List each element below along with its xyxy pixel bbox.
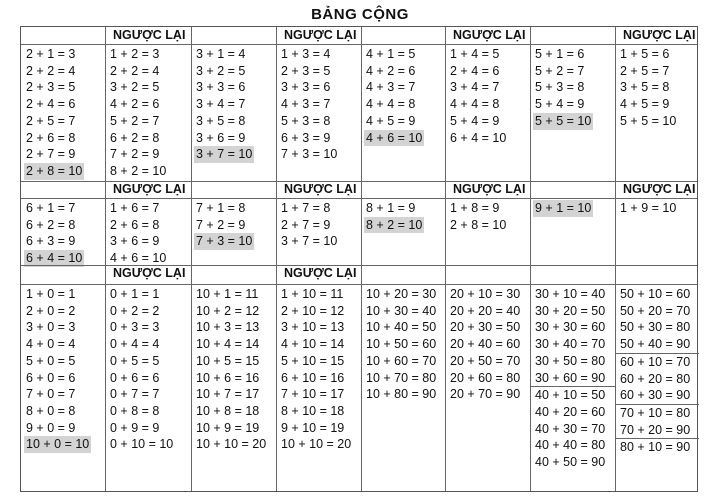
equation: 8 + 0 = 8: [26, 403, 76, 418]
table-cell: [533, 200, 593, 217]
equation: 1 + 4 = 5: [450, 47, 500, 61]
equation: 1 + 7 = 8: [281, 201, 331, 215]
equation: 30 + 40 = 70: [535, 337, 606, 352]
equation: 50 + 30 = 80: [620, 320, 691, 335]
table-cell: [279, 200, 339, 250]
table-cell: [108, 46, 168, 180]
equation: 1 + 3 = 4: [281, 47, 331, 61]
equation: 10 + 9 = 19: [196, 420, 260, 435]
equation: 40 + 50 = 90: [535, 455, 606, 470]
equation: 2 + 0 = 2: [26, 303, 76, 318]
equation: 9 + 10 = 19: [281, 420, 345, 435]
equation: 70 + 10 = 80: [620, 405, 691, 420]
equation: 5 + 10 = 15: [281, 353, 345, 368]
equation: 0 + 6 = 6: [110, 370, 160, 385]
equation: 20 + 10 = 30: [450, 287, 521, 301]
table-cell: [618, 200, 678, 217]
column-divider: [445, 27, 446, 491]
table-cell: [533, 286, 615, 471]
equation: 10 + 40 = 50: [366, 320, 437, 335]
column-divider: [615, 27, 616, 491]
column-divider: [276, 27, 277, 491]
equation: 3 + 5 = 8: [620, 80, 670, 95]
equation: 8 + 10 = 18: [281, 403, 345, 418]
equation: 9 + 0 = 9: [26, 420, 76, 435]
equation: 0 + 7 = 7: [110, 387, 160, 402]
column-divider: [191, 27, 192, 491]
table-cell: [618, 286, 699, 456]
equation: 60 + 20 = 80: [620, 371, 691, 386]
equation: 6 + 10 = 16: [281, 370, 345, 385]
equation: 9 + 1 = 10: [535, 201, 592, 215]
equation: 3 + 7 = 10: [281, 234, 338, 249]
equation: 10 + 10 = 20: [281, 437, 352, 452]
equation: 6 + 4 = 10: [26, 251, 83, 266]
equation: 30 + 30 = 60: [535, 320, 606, 335]
equation: 30 + 50 = 80: [535, 353, 606, 368]
header-nguoc-lai: NGƯỢC LẠI: [453, 28, 526, 42]
equation: 7 + 3 = 10: [281, 147, 338, 162]
table-cell: [364, 200, 424, 233]
equation: 2 + 2 = 4: [26, 63, 76, 78]
equation: 0 + 9 = 9: [110, 420, 160, 435]
page-title: BẢNG CỘNG: [311, 6, 409, 23]
equation: 10 + 30 = 40: [366, 303, 437, 318]
equation: 10 + 50 = 60: [366, 337, 437, 352]
equation: 4 + 2 = 6: [366, 63, 416, 78]
equation: 2 + 6 = 8: [26, 130, 76, 145]
equation: 5 + 0 = 5: [26, 353, 76, 368]
equation: 4 + 3 = 7: [281, 97, 331, 112]
equation: 10 + 80 = 90: [366, 387, 437, 402]
equation: 4 + 5 = 9: [620, 97, 670, 112]
equation: 4 + 4 = 8: [366, 97, 416, 112]
header-divider: [21, 284, 697, 285]
equation: 50 + 10 = 60: [620, 287, 691, 301]
table-cell: [448, 286, 522, 403]
equation: 0 + 2 = 2: [110, 303, 160, 318]
equation: 10 + 7 = 17: [196, 387, 260, 402]
equation: 5 + 4 = 9: [450, 113, 500, 128]
table-cell: [364, 46, 424, 146]
equation: 8 + 2 = 10: [110, 163, 167, 178]
equation: 6 + 3 = 9: [281, 130, 331, 145]
equation: 8 + 2 = 10: [366, 217, 423, 232]
equation: 10 + 1 = 11: [196, 287, 259, 301]
table-cell: [279, 286, 353, 453]
table-cell: [24, 286, 91, 453]
equation: 7 + 2 = 9: [196, 217, 246, 232]
equation: 5 + 3 = 8: [535, 80, 585, 95]
equation: 70 + 20 = 90: [620, 422, 691, 437]
header-nguoc-lai: NGƯỢC LẠI: [284, 28, 357, 42]
equation: 2 + 7 = 9: [281, 217, 331, 232]
equation: 1 + 6 = 7: [110, 201, 160, 215]
header-nguoc-lai: NGƯỢC LẠI: [284, 182, 357, 196]
equation: 7 + 0 = 7: [26, 387, 76, 402]
equation: 6 + 0 = 6: [26, 370, 76, 385]
equation: 40 + 20 = 60: [535, 404, 606, 419]
column-divider: [105, 27, 106, 491]
table-cell: [108, 286, 175, 453]
equation: 20 + 30 = 50: [450, 320, 521, 335]
table-cell: [364, 286, 438, 403]
equation: 6 + 1 = 7: [26, 201, 76, 215]
equation: 60 + 10 = 70: [620, 354, 691, 369]
equation: 10 + 8 = 18: [196, 403, 260, 418]
equation: 2 + 10 = 12: [281, 303, 345, 318]
column-divider: [361, 27, 362, 491]
equation: 10 + 4 = 14: [196, 337, 260, 352]
equation: 4 + 10 = 14: [281, 337, 345, 352]
equation: 3 + 5 = 8: [196, 113, 246, 128]
equation: 3 + 1 = 4: [196, 47, 246, 61]
equation: 3 + 4 = 7: [450, 80, 500, 95]
equation: 10 + 2 = 12: [196, 303, 260, 318]
equation: 5 + 3 = 8: [281, 113, 331, 128]
equation: 7 + 2 = 9: [110, 147, 160, 162]
equation: 20 + 40 = 60: [450, 337, 521, 352]
equation: 10 + 3 = 13: [196, 320, 260, 335]
equation: 4 + 6 = 10: [366, 130, 423, 145]
equation: 0 + 8 = 8: [110, 403, 160, 418]
equation: 4 + 6 = 10: [110, 251, 167, 266]
equation: 40 + 10 = 50: [535, 388, 606, 403]
equation: 2 + 8 = 10: [450, 217, 507, 232]
equation: 6 + 2 = 8: [110, 130, 160, 145]
equation: 4 + 0 = 4: [26, 337, 76, 352]
equation: 20 + 60 = 80: [450, 370, 521, 385]
equation: 10 + 10 = 20: [196, 437, 267, 452]
equation: 10 + 70 = 80: [366, 370, 437, 385]
equation: 5 + 5 = 10: [535, 113, 592, 128]
equation: 2 + 5 = 7: [26, 113, 76, 128]
table-cell: [194, 286, 268, 453]
header-nguoc-lai: NGƯỢC LẠI: [284, 266, 357, 280]
equation: 5 + 4 = 9: [535, 97, 585, 112]
equation: 3 + 7 = 10: [196, 147, 253, 162]
equation: 2 + 7 = 9: [26, 147, 76, 162]
table-cell: [618, 46, 678, 130]
equation: 4 + 4 = 8: [450, 97, 500, 112]
equation: 10 + 6 = 16: [196, 370, 260, 385]
header-nguoc-lai: NGƯỢC LẠI: [623, 182, 696, 196]
equation: 5 + 2 = 7: [110, 113, 160, 128]
equation: 4 + 3 = 7: [366, 80, 416, 95]
equation: 3 + 3 = 6: [281, 80, 331, 95]
equation: 1 + 9 = 10: [620, 201, 677, 215]
header-divider: [21, 44, 697, 45]
equation: 7 + 10 = 17: [281, 387, 345, 402]
header-nguoc-lai: NGƯỢC LẠI: [623, 28, 696, 42]
equation: 40 + 30 = 70: [535, 421, 606, 436]
header-nguoc-lai: NGƯỢC LẠI: [113, 182, 186, 196]
equation: 20 + 70 = 90: [450, 387, 521, 402]
equation: 2 + 6 = 8: [110, 217, 160, 232]
equation: 1 + 2 = 3: [110, 47, 160, 61]
equation: 6 + 2 = 8: [26, 217, 76, 232]
equation: 40 + 40 = 80: [535, 438, 606, 453]
table-cell: [194, 46, 254, 163]
equation: 10 + 60 = 70: [366, 353, 437, 368]
equation: 10 + 0 = 10: [26, 437, 90, 452]
equation: 6 + 3 = 9: [26, 234, 76, 249]
equation: 1 + 10 = 11: [281, 287, 344, 301]
table-cell: [108, 200, 168, 267]
header-nguoc-lai: NGƯỢC LẠI: [113, 266, 186, 280]
equation: 3 + 4 = 7: [196, 97, 246, 112]
equation: 0 + 10 = 10: [110, 437, 174, 452]
equation: 5 + 1 = 6: [535, 47, 585, 61]
equation: 0 + 3 = 3: [110, 320, 160, 335]
equation: 3 + 2 = 5: [110, 80, 160, 95]
equation: 3 + 2 = 5: [196, 63, 246, 78]
equation: 3 + 6 = 9: [110, 234, 160, 249]
equation: 2 + 4 = 6: [450, 63, 500, 78]
equation: 10 + 20 = 30: [366, 287, 437, 301]
equation: 20 + 20 = 40: [450, 303, 521, 318]
equation: 30 + 10 = 40: [535, 287, 606, 301]
equation: 50 + 40 = 90: [620, 337, 691, 352]
equation: 60 + 30 = 90: [620, 388, 691, 403]
equation: 8 + 1 = 9: [366, 201, 416, 215]
equation: 80 + 10 = 90: [620, 440, 691, 455]
header-nguoc-lai: NGƯỢC LẠI: [453, 182, 526, 196]
equation: 0 + 1 = 1: [110, 287, 160, 301]
equation: 4 + 5 = 9: [366, 113, 416, 128]
equation: 7 + 1 = 8: [196, 201, 246, 215]
table-cell: [24, 200, 84, 267]
column-divider: [530, 27, 531, 491]
equation: 4 + 1 = 5: [366, 47, 416, 61]
equation: 5 + 2 = 7: [535, 63, 585, 78]
equation: 2 + 4 = 6: [26, 97, 76, 112]
equation: 6 + 4 = 10: [450, 130, 507, 145]
equation: 3 + 0 = 3: [26, 320, 76, 335]
equation: 5 + 5 = 10: [620, 113, 677, 128]
table-cell: [448, 46, 508, 146]
equation: 1 + 8 = 9: [450, 201, 500, 215]
equation: 2 + 3 = 5: [281, 63, 331, 78]
header-divider: [21, 198, 697, 199]
equation: 1 + 0 = 1: [26, 287, 76, 301]
equation: 2 + 3 = 5: [26, 80, 76, 95]
table-cell: [448, 200, 508, 233]
equation: 30 + 20 = 50: [535, 303, 606, 318]
equation: 7 + 3 = 10: [196, 234, 253, 249]
equation: 30 + 60 = 90: [535, 370, 606, 385]
equation: 3 + 10 = 13: [281, 320, 345, 335]
equation: 3 + 3 = 6: [196, 80, 246, 95]
table-cell: [279, 46, 339, 163]
equation: 2 + 1 = 3: [26, 47, 76, 61]
table-cell: [533, 46, 593, 130]
equation: 0 + 4 = 4: [110, 337, 160, 352]
equation: 2 + 2 = 4: [110, 63, 160, 78]
equation: 10 + 5 = 15: [196, 353, 260, 368]
table-cell: [194, 200, 254, 250]
equation: 2 + 5 = 7: [620, 63, 670, 78]
addition-table: [20, 26, 698, 492]
equation: 0 + 5 = 5: [110, 353, 160, 368]
table-cell: [24, 46, 84, 180]
equation: 3 + 6 = 9: [196, 130, 246, 145]
equation: 20 + 50 = 70: [450, 353, 521, 368]
header-nguoc-lai: NGƯỢC LẠI: [113, 28, 186, 42]
equation: 4 + 2 = 6: [110, 97, 160, 112]
equation: 2 + 8 = 10: [26, 163, 83, 178]
equation: 1 + 5 = 6: [620, 47, 670, 61]
equation: 50 + 20 = 70: [620, 303, 691, 318]
